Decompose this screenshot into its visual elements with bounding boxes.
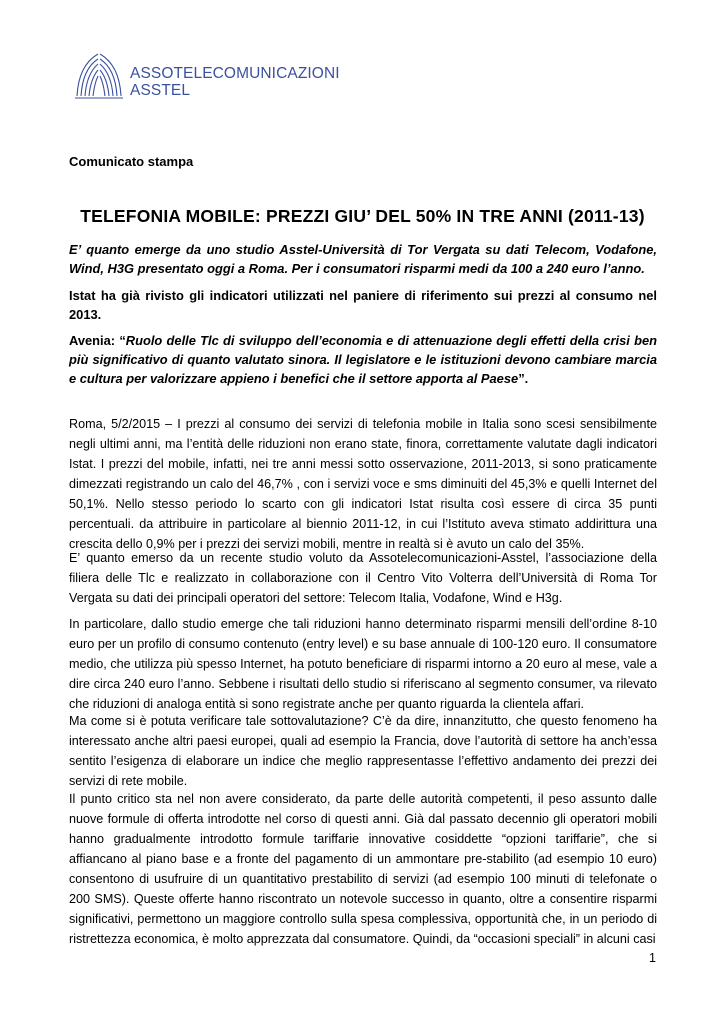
page-number: 1	[649, 951, 656, 965]
quote-text: Ruolo delle Tlc di sviluppo dell’economia e di attenuazione degli effetti della crisi ben più significativo di quanto valutato sinora. Il legislatore e le istituzioni devono cambiare marcia e cultura per valorizzare appieno i benefici che il settore apporta al Paese	[69, 333, 657, 386]
body-paragraph: Roma, 5/2/2015 – I prezzi al consumo dei servizi di telefonia mobile in Italia sono scesi sensibilmente negli ultimi anni, ma l’entità delle riduzioni non erano state, finora, correttamente valutate dagli indicatori Istat. I prezzi del mobile, infatti, nei tre anni messi sotto osservazione, 2011-2013, si sono praticamente dimezzati registrando un calo del 46,7% , con i servizi voce e sms diminuiti del 45,3% e quelli Internet del 50,1%. Nello stesso periodo lo scarto con gli indicatori Istat risulta così essere di circa 35 punti percentuali. da attribuire in particolare al biennio 2011-12, in cui l’Istituto aveva stimato addirittura una crescita dello 0,9% per i prezzi dei servizi mobili, mentre in realtà si è avuto un calo del 35%.	[69, 417, 657, 551]
logo-name-line2: ASSTEL	[130, 82, 191, 99]
body-paragraph: In particolare, dallo studio emerge che tali riduzioni hanno determinato risparmi mensili dell’ordine 8-10 euro per un profilo di consumo contenuto (entry level) e su base annuale di 100-120 euro. Il consumatore medio, che utilizza più spesso Internet, ha potuto beneficiare di risparmi intorno a 20 euro al mese, vale a dire circa 240 euro l’anno. Sebbene i risultati dello studio si riferiscano al segmento consumer, va rilevato che riduzioni di analoga entità si sono registrate anche per quanto riguarda la clientela affari.	[69, 617, 657, 711]
headline: TELEFONIA MOBILE: PREZZI GIU’ DEL 50% IN TRE ANNI (2011-13)	[80, 206, 645, 226]
body-paragraph: Ma come si è potuta verificare tale sottovalutazione? C’è da dire, innanzitutto, che questo fenomeno ha interessato anche altri paesi europei, quali ad esempio la Francia, dove l’autorità di settore ha anch’essa sentito l’esigenza di elaborare un indice che meglio rappresentasse l’effettivo andamento dei prezzi dei servizi di rete mobile.	[69, 714, 657, 788]
intro-istat-note: Istat ha già rivisto gli indicatori utilizzati nel paniere di riferimento sui prezzi al consumo nel 2013.	[69, 288, 657, 322]
intro-summary: E’ quanto emerge da uno studio Asstel-Università di Tor Vergata su dati Telecom, Vodafone, Wind, H3G presentato oggi a Roma. Per i consumatori risparmi medi da 100 a 240 euro l’anno.	[69, 242, 657, 276]
press-release-label: Comunicato stampa	[69, 154, 194, 169]
quote-speaker: Avenia: “	[69, 333, 126, 348]
intro-avenia-quote	[69, 331, 657, 388]
asstel-emblem-icon	[74, 50, 124, 102]
body-paragraph: E’ quanto emerso da un recente studio voluto da Assotelecomunicazioni-Asstel, l’associazione della filiera delle Tlc e realizzato in collaborazione con il Centro Vito Volterra dell’Università di Roma Tor Vergata su dati dei principali operatori del settore: Telecom Italia, Vodafone, Wind e H3g.	[69, 551, 657, 605]
logo-name-line1: ASSOTELECOMUNICAZIONI	[130, 65, 340, 82]
quote-end: ”.	[518, 371, 529, 386]
asstel-logo	[74, 50, 374, 102]
body-paragraph: Il punto critico sta nel non avere considerato, da parte delle autorità competenti, il peso assunto dalle nuove formule di offerta introdotte nel corso di questi anni. Già dal passato decennio gli operatori mobili hanno gradualmente introdotto formule tariffarie innovative cosiddette “opzioni tariffarie”, che si affiancano al piano base e a fronte del pagamento di un ammontare pre-stabilito (ad esempio 10 euro) consentono di usufruire di un quantitativo prestabilito di servizi (ad esempio 100 minuti di telefonate o 200 SMS). Queste offerte hanno riscontrato un notevole successo in quanto, oltre a consentire risparmi significativi, permettono un maggiore controllo sulla spesa complessiva, opportunità che, in un periodo di ristrettezza economica, è molto apprezzata dal consumatore. Quindi, da “occasioni speciali” in alcuni casi	[69, 792, 657, 946]
